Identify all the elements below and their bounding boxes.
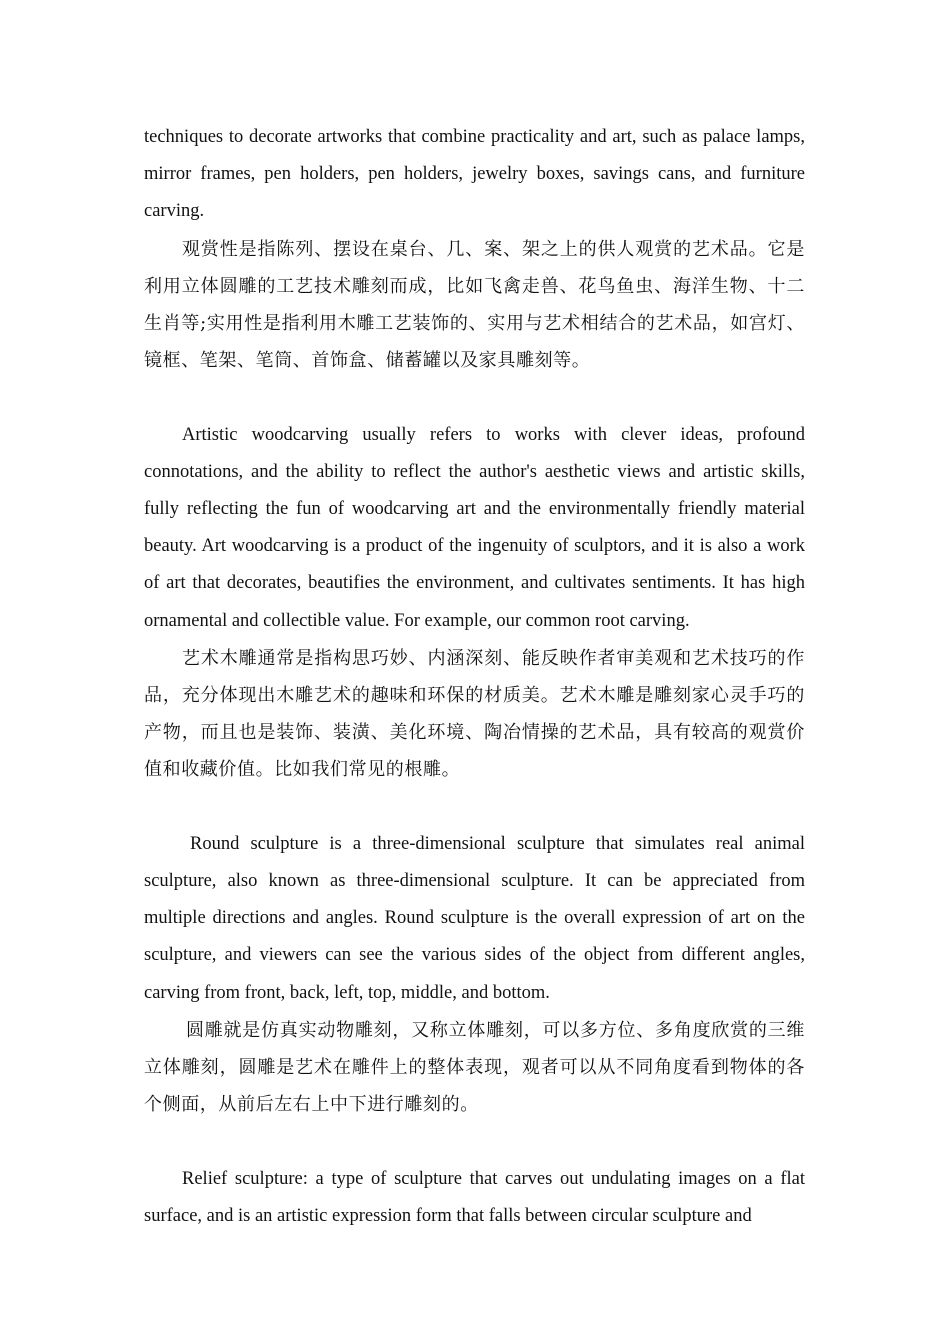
- paragraph-gap: [144, 789, 805, 826]
- paragraph-zh-ornamental-practical: 观赏性是指陈列、摆设在桌台、几、案、架之上的供人观赏的艺术品。它是利用立体圆雕的工艺技术雕刻而成，比如飞禽走兽、花鸟鱼虫、海洋生物、十二生肖等;实用性是指利用木雕工艺装饰的、实用与艺术相结合的艺术品，如宫灯、镜框、笔架、笔筒、首饰盒、储蓄罐以及家具雕刻等。: [144, 238, 805, 372]
- paragraph-en-round-sculpture: Round sculpture is a three-dimensional sculpture that simulates real animal sculpture, also known as three-dimensional sculpture. It can be appreciated from multiple directions and angles. Round sculpture is the overall expression of art on the sculpture, and viewers can see the various sides of the object from different angles, carving from front, back, left, top, middle, and bottom.: [144, 833, 805, 1003]
- document-page: [144, 119, 805, 1235]
- paragraph-gap: [144, 1123, 805, 1160]
- paragraph-en-practicality-continued: techniques to decorate artworks that combine practicality and art, such as palace lamps, mirror frames, pen holders, pen holders, jewelry boxes, savings cans, and furniture carving.: [144, 127, 805, 222]
- paragraph-zh-round-sculpture: 圆雕就是仿真实动物雕刻，又称立体雕刻，可以多方位、多角度欣赏的三维立体雕刻，圆雕是艺术在雕件上的整体表现，观者可以从不同角度看到物体的各个侧面，从前后左右上中下进行雕刻的。: [144, 1019, 805, 1116]
- paragraph-zh-artistic-woodcarving: 艺术木雕通常是指构思巧妙、内涵深刻、能反映作者审美观和艺术技巧的作品，充分体现出木雕艺术的趣味和环保的材质美。艺术木雕是雕刻家心灵手巧的产物，而且也是装饰、装潢、美化环境、陶冶情操的艺术品，具有较高的观赏价值和收藏价值。比如我们常见的根雕。: [144, 647, 805, 781]
- paragraph-en-relief-sculpture: Relief sculpture: a type of sculpture that carves out undulating images on a flat surface, and is an artistic expression form that falls between circular sculpture and: [144, 1168, 805, 1226]
- paragraph-en-artistic-woodcarving: Artistic woodcarving usually refers to works with clever ideas, profound connotations, and the ability to reflect the author's aesthetic views and artistic skills, fully reflecting the fun of woodcarving art and the environmentally friendly material beauty. Art woodcarving is a product of the ingenuity of sculptors, and it is also a work of art that decorates, beautifies the environment, and cultivates sentiments. It has high ornamental and collectible value. For example, our common root carving.: [144, 424, 805, 631]
- paragraph-gap: [144, 379, 805, 416]
